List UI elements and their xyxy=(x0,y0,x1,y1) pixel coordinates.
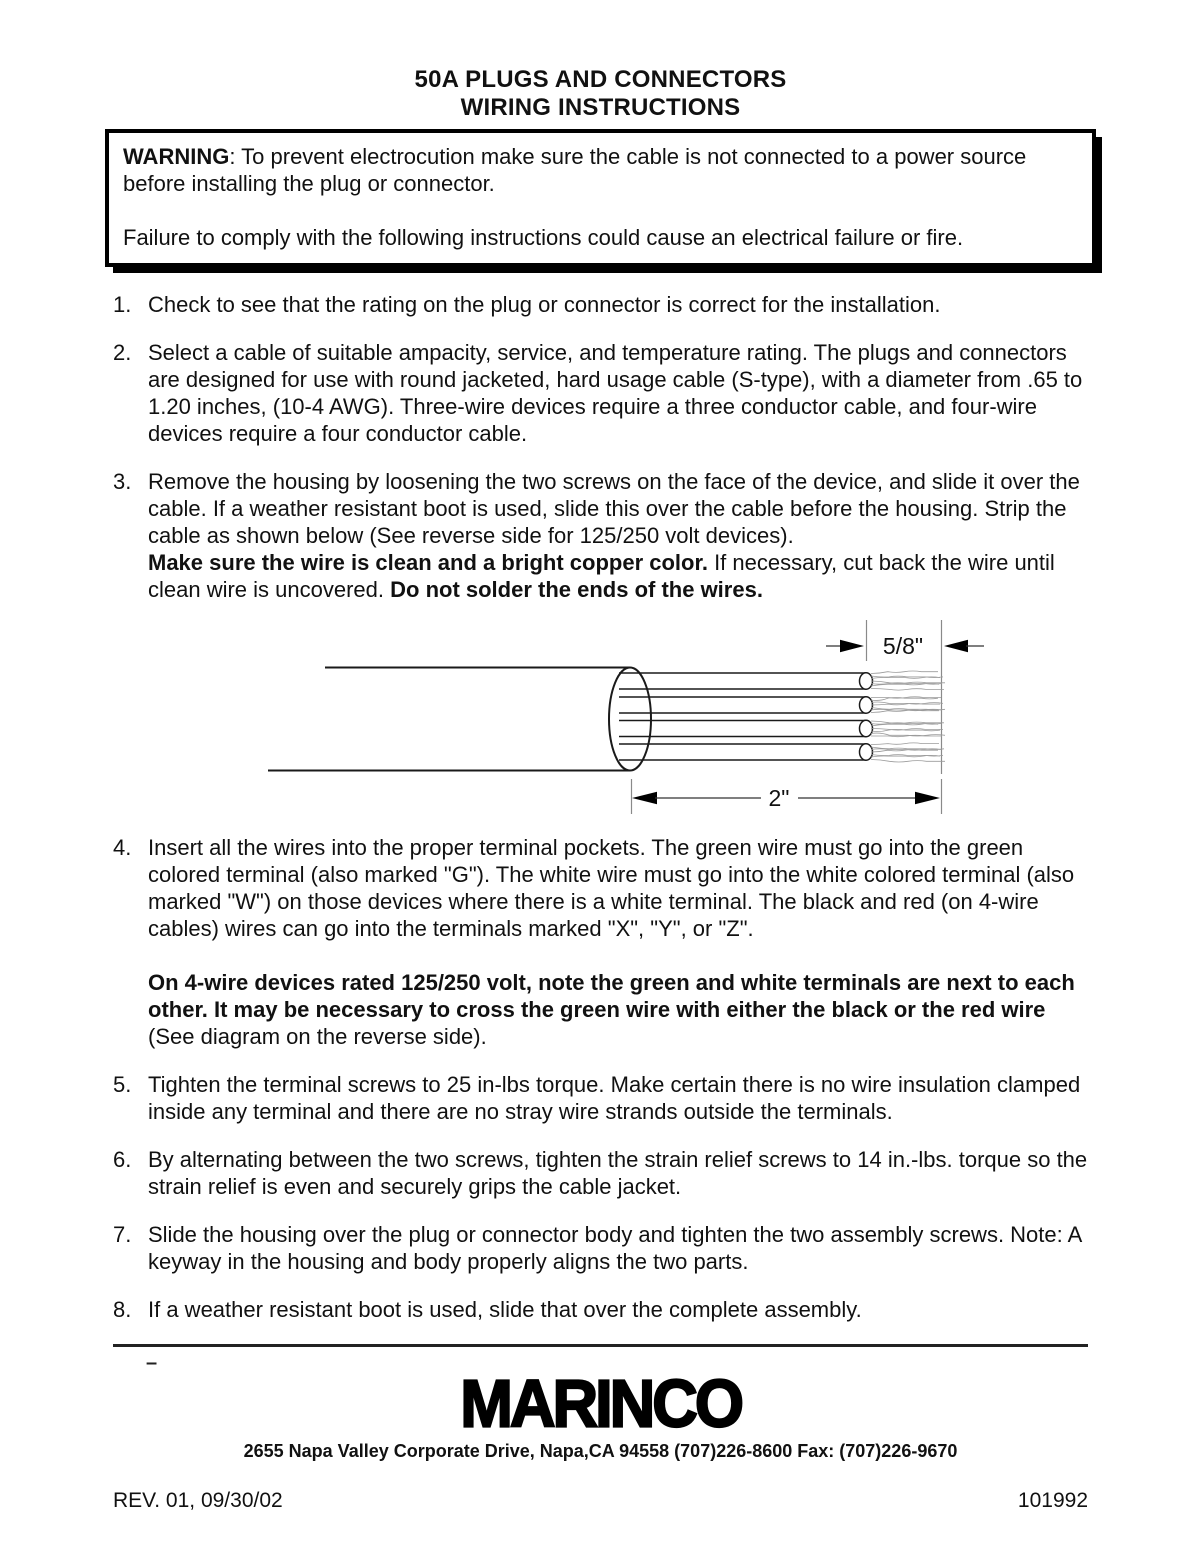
text-run: Check to see that the rating on the plug or connector is correct for the installation. xyxy=(148,292,941,317)
item-text xyxy=(148,1296,1088,1323)
title-line-1: 50A PLUGS AND CONNECTORS xyxy=(414,66,787,93)
dimension-label-jacket: 2" xyxy=(768,785,790,811)
item-text xyxy=(148,834,1088,1050)
bold-text-run: On 4-wire devices rated 125/250 volt, note the green and white terminals are next to each other. It may be necessary to cross the green wire with either the black or the red wire xyxy=(148,970,1075,1022)
bare-strands xyxy=(871,671,945,762)
item-paragraph xyxy=(148,1071,1088,1125)
instruction-list-bottom xyxy=(113,834,1088,1323)
item-paragraph xyxy=(148,291,1088,318)
item-text xyxy=(148,1221,1088,1275)
text-run: Tighten the terminal screws to 25 in-lbs torque. Make certain there is no wire insulation clamped inside any terminal and there are no stray wire strands outside the terminals. xyxy=(148,1072,1081,1124)
wire-end-cap xyxy=(860,744,873,760)
warning-box xyxy=(105,129,1096,267)
text-run: Failure to comply with the following instructions could cause an electrical failure or fire. xyxy=(123,225,964,250)
item-paragraph xyxy=(148,468,1088,603)
text-run: Select a cable of suitable ampacity, service, and temperature rating. The plugs and connectors are designed for use with round jacketed, hard usage cable (S-type), with a diameter from .65 to 1.20 inches, (10-4 AWG). Three-wire devices require a three conductor cable, and four-wire devices require a four conductor cable. xyxy=(148,340,1083,446)
text-run: Slide the housing over the plug or connector body and tighten the two assembly screws. Note: A keyway in the housing and body properly aligns the two parts. xyxy=(148,1222,1082,1274)
text-run: (See diagram on the reverse side). xyxy=(148,1024,487,1049)
wire-end-cap xyxy=(860,673,873,689)
item-text xyxy=(148,468,1088,603)
text-run: : To prevent electrocution make sure the cable is not connected to a power source before installing the plug or connector. xyxy=(123,144,1027,196)
marinco-logo-text: MARINCO xyxy=(460,1367,741,1442)
item-number: 5. xyxy=(113,1072,132,1097)
text-run: By alternating between the two screws, tighten the strain relief screws to 14 in.-lbs. torque so the strain relief is even and securely grips the cable jacket. xyxy=(148,1147,1088,1199)
item-number: 1. xyxy=(113,292,132,317)
item-paragraph xyxy=(148,1221,1088,1275)
item-paragraph xyxy=(148,834,1088,942)
revision-text: REV. 01, 09/30/02 xyxy=(113,1489,283,1512)
bold-text-run: Do not solder the ends of the wires. xyxy=(390,577,763,602)
bold-text-run: WARNING xyxy=(123,144,230,169)
instruction-item xyxy=(113,1071,1088,1125)
item-text xyxy=(148,339,1088,447)
jacket-strip-dimension xyxy=(632,779,942,814)
arrowhead-right-icon xyxy=(840,640,864,652)
conductor-wires xyxy=(619,673,873,760)
item-paragraph xyxy=(148,339,1088,447)
item-number: 2. xyxy=(113,340,132,365)
document-title xyxy=(113,66,1088,122)
wire-end-cap xyxy=(860,720,873,736)
instruction-item xyxy=(113,1146,1088,1200)
instruction-item xyxy=(113,1296,1088,1323)
item-text xyxy=(148,291,1088,318)
item-text xyxy=(148,1146,1088,1200)
item-text xyxy=(148,1071,1088,1125)
item-number: 4. xyxy=(113,835,132,860)
marinco-logo xyxy=(113,1367,1088,1442)
warning-paragraph xyxy=(123,224,1078,251)
text-run: Insert all the wires into the proper terminal pockets. The green wire must go into the green colored terminal (also marked "G"). The white wire must go into the white colored terminal (also marked "W") on those devices where there is a white terminal. The black and red (on 4-wire cables) wires can go into the terminals marked "X", "Y", or "Z". xyxy=(148,835,1075,941)
item-number: 3. xyxy=(113,469,132,494)
arrowhead-left-icon xyxy=(632,792,657,804)
text-run: Remove the housing by loosening the two screws on the face of the device, and slide it over the cable. If a weather resistant boot is used, slide this over the cable before the housing. Strip the cable as shown below (See reverse side for 125/250 volt devices). xyxy=(148,469,1080,548)
company-address: 2655 Napa Valley Corporate Drive, Napa,CA 94558 (707)226-8600 Fax: (707)226-9670 xyxy=(243,1441,958,1461)
dimension-label-strip: 5/8" xyxy=(882,633,924,659)
cable-strip-diagram xyxy=(260,607,1088,822)
item-paragraph xyxy=(148,969,1088,1050)
footer-row xyxy=(113,1489,1088,1513)
item-number: 7. xyxy=(113,1222,132,1247)
arrowhead-left-icon xyxy=(944,640,968,652)
instruction-item xyxy=(113,1221,1088,1275)
part-number-text: 101992 xyxy=(1017,1489,1088,1512)
item-paragraph xyxy=(148,1296,1088,1323)
instruction-item xyxy=(113,468,1088,603)
warning-paragraph xyxy=(123,143,1078,197)
cable-strip-svg xyxy=(260,607,1000,822)
text-run: If necessary, cut back the wire until clean wire is uncovered. xyxy=(148,550,1055,602)
instruction-item xyxy=(113,339,1088,447)
item-paragraph xyxy=(148,1146,1088,1200)
instruction-item xyxy=(113,291,1088,318)
instruction-item xyxy=(113,834,1088,1050)
item-number: 8. xyxy=(113,1297,132,1322)
text-run: If a weather resistant boot is used, slide that over the complete assembly. xyxy=(148,1297,862,1322)
bold-text-run: Make sure the wire is clean and a bright copper color. xyxy=(148,550,708,575)
wire-end-cap xyxy=(860,697,873,713)
arrowhead-right-icon xyxy=(915,792,940,804)
title-line-2: WIRING INSTRUCTIONS xyxy=(460,94,741,121)
divider-rule xyxy=(113,1344,1088,1347)
stray-dash: – xyxy=(146,1352,158,1374)
cable-jacket xyxy=(268,668,651,771)
item-number: 6. xyxy=(113,1147,132,1172)
jacket-end-ellipse xyxy=(609,668,651,771)
instruction-list-top xyxy=(113,291,1088,603)
